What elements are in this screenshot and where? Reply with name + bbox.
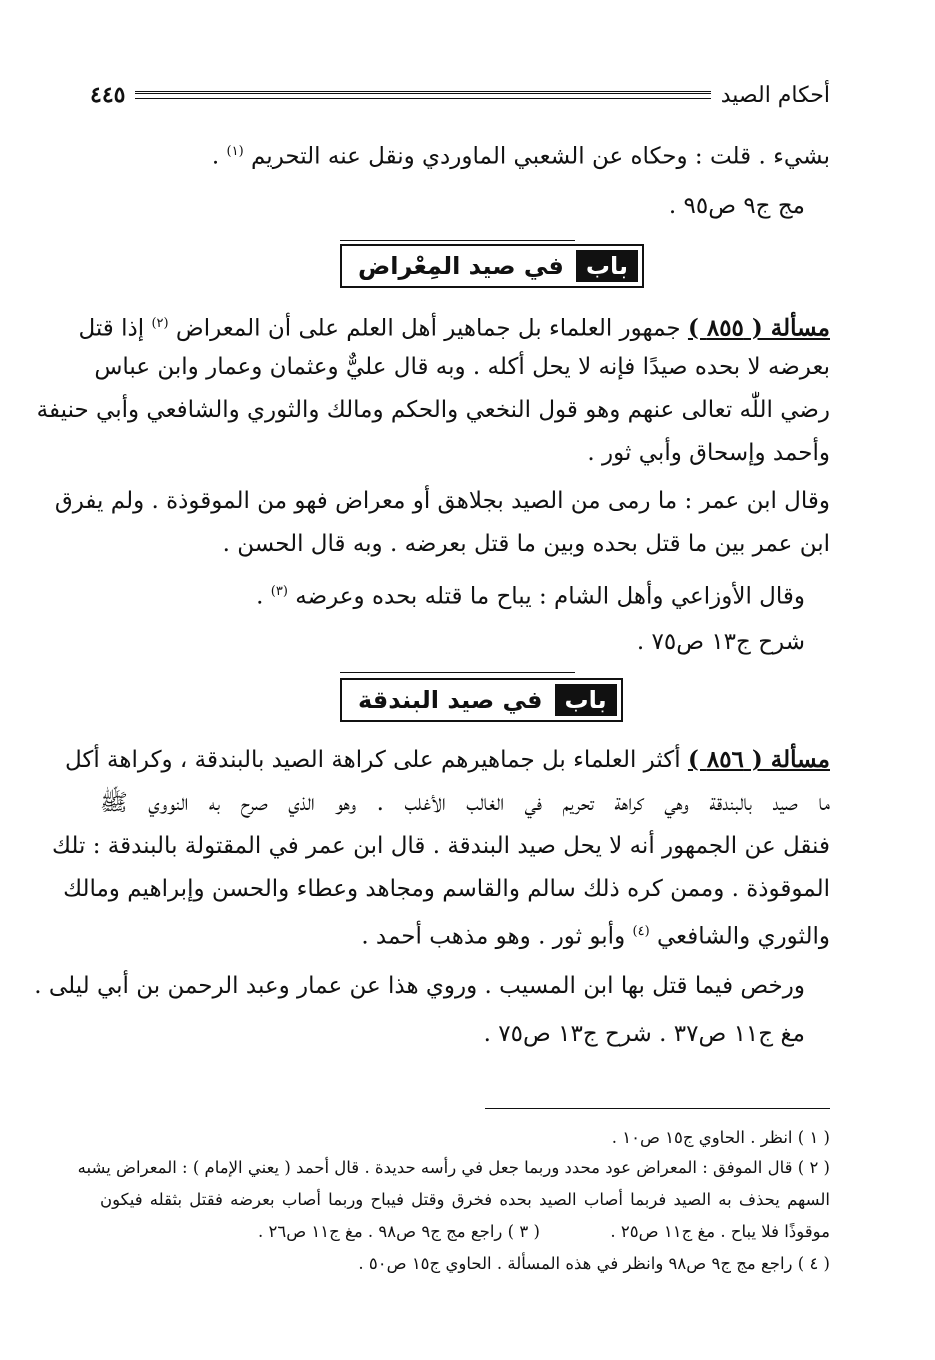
- footnote-2-line-1: ( ٢ ) قال الموفق : المعراض عود محدد وربما جعل في رأسه حديدة . قال أحمد ( يعني الإمام ) : المعراض يشبه: [77, 1158, 830, 1177]
- paragraph-text: إذا قتل: [78, 315, 145, 342]
- chapter-heading-bunduqa: [340, 678, 623, 722]
- page-number: ٤٤٥: [90, 82, 126, 108]
- footnote-2-line-3: موقوذًا فلا يباح . مغ ج١١ ص٢٥ .: [610, 1222, 830, 1241]
- header-rule: [135, 91, 710, 99]
- paragraph-line: [100, 912, 830, 957]
- masala-856-line-1: [64, 740, 830, 780]
- footnote-1: ( ١ ) انظر . الحاوي ج١٥ ص١٠ .: [611, 1128, 830, 1147]
- masala-855-line-1: [78, 304, 830, 349]
- footnote-3: ( ٣ ) راجع مج ج٩ ص٩٨ . مغ ج١١ ص٢٦ .: [257, 1222, 540, 1241]
- intro-end: .: [211, 143, 220, 170]
- paragraph-text: والثوري والشافعي: [656, 923, 830, 950]
- paragraph-line: وأحمد وإسحاق وأبي ثور .: [587, 440, 830, 466]
- chapter-word: باب: [576, 250, 638, 282]
- chapter-title: في صيد المِعْراض: [358, 252, 564, 280]
- chapter-rule: [340, 240, 575, 241]
- footnote-ref-2: (٢): [151, 316, 169, 331]
- chapter-rule: [340, 672, 575, 673]
- footnote-4: ( ٤ ) راجع مج ج٩ ص٩٨ وانظر في هذه المسألة . الحاوي ج١٥ ص٥٠ .: [358, 1254, 830, 1273]
- paragraph-text: أكثر العلماء بل جماهيرهم على كراهة الصيد بالبندقة ، وكراهة أكل: [64, 747, 681, 773]
- chapter-title: في صيد البندقة: [358, 686, 543, 714]
- footnote-ref-4: (٤): [632, 924, 650, 939]
- paragraph-line: [105, 572, 805, 617]
- paragraph-text: .: [256, 583, 264, 610]
- paragraph-line: رضي اللّٰه تعالى عنهم وهو قول النخعي والحكم ومالك والثوري والشافعي وأبي حنيفة: [36, 397, 830, 423]
- paragraph-line: الموقوذة . وممن كره ذلك سالم والقاسم ومجاهد وعطاء والحسن وإبراهيم ومالك: [63, 876, 830, 902]
- intro-text: بشيء . قلت : وحكاه عن الشعبي الماوردي ونقل عنه التحريم: [250, 143, 830, 170]
- paragraph-text: جمهور العلماء بل جماهير أهل العلم على أن المعراض: [175, 315, 681, 342]
- paragraph-line: ابن عمر بين ما قتل بحده وبين ما قتل بعرضه . وبه قال الحسن .: [222, 531, 830, 557]
- paragraph-line: بعرضه لا بحده صيدًا فإنه لا يحل أكله . وبه قال عليٌّ وعثمان وعمار وابن عباس: [94, 354, 830, 380]
- footnote-2-line-2: السهم يحذف به الصيد فربما أصاب الصيد بحده فخرق وقتل فيباح وربما أصاب بعرضه فقتل بثقله فيكون: [100, 1190, 830, 1209]
- intro-citation: مج ج٩ ص٩٥ .: [668, 193, 805, 219]
- paragraph-line: وقال ابن عمر : ما رمى من الصيد بجلاهق أو معراض فهو من الموقوذة . ولم يفرق: [54, 488, 830, 514]
- section-citation: شرح ج١٣ ص٧٥ .: [636, 629, 805, 655]
- footnote-ref-1: (١): [226, 144, 244, 159]
- intro-line-1: [100, 132, 830, 177]
- masala-number: مسألة ( ٨٥٥ ): [687, 314, 830, 342]
- paragraph-text: وأبو ثور . وهو مذهب أحمد .: [361, 923, 626, 950]
- header-title: أحكام الصيد: [720, 82, 830, 108]
- chapter-heading-mirad: [340, 244, 644, 288]
- paragraph-line: ورخص فيما قتل بها ابن المسيب . وروي هذا عن عمار وعبد الرحمن بن أبي ليلى .: [34, 973, 805, 999]
- paragraph-text: وقال الأوزاعي وأهل الشام : يباح ما قتله بحده وعرضه: [295, 583, 805, 610]
- masala-number: مسألة ( ٨٥٦ ): [687, 746, 830, 773]
- footnote-rule: [485, 1108, 830, 1109]
- chapter-word: باب: [555, 684, 617, 716]
- footnote-2-3-line: [100, 1218, 830, 1246]
- running-header: [90, 78, 830, 112]
- section-citation: مغ ج١١ ص٣٧ . شرح ج١٣ ص٧٥ .: [483, 1021, 805, 1047]
- paragraph-line: فنقل عن الجمهور أنه لا يحل صيد البندقة . قال ابن عمر في المقتولة بالبندقة : تلك: [52, 833, 830, 859]
- footnote-ref-3: (٣): [270, 584, 288, 599]
- paragraph-line: ما صيد بالبندقة وهي كراهة تحريم في الغالب الأغلب . وهو الذي صرح به النووي ﷺ: [100, 790, 830, 816]
